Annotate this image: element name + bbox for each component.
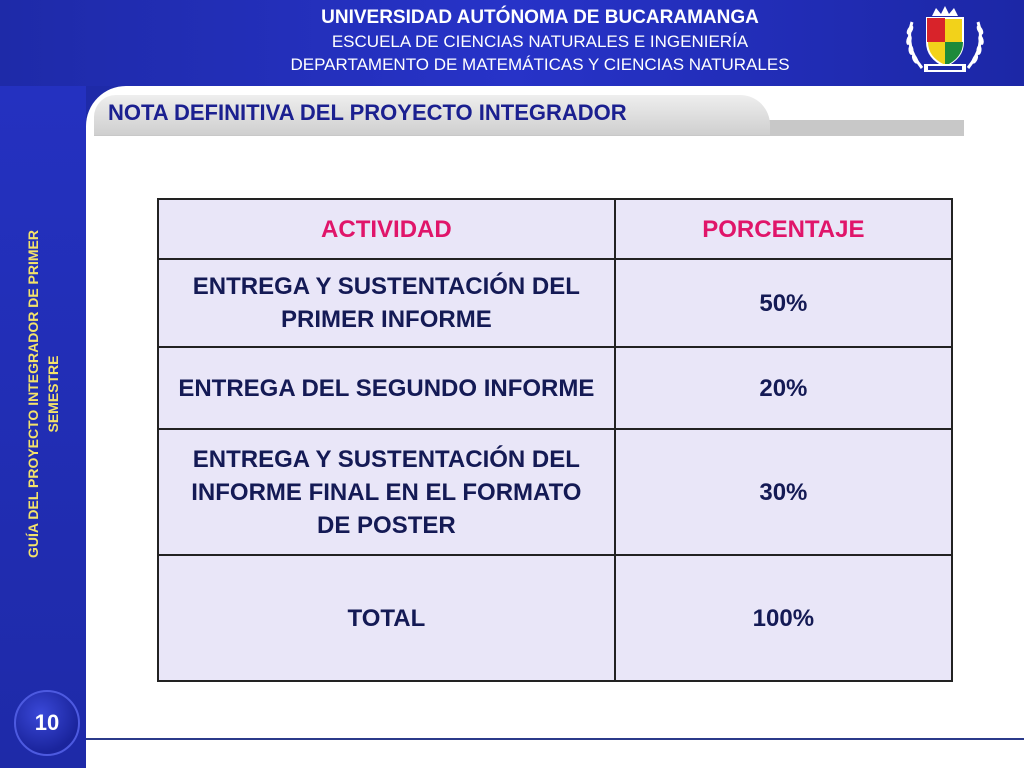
sidebar-vertical-text [23, 184, 63, 604]
school-name: ESCUELA DE CIENCIAS NATURALES E INGENIERÍA [331, 32, 749, 51]
table-row [158, 429, 952, 555]
activity-cell: ENTREGA DEL SEGUNDO INFORME [158, 347, 615, 429]
slide-title: NOTA DEFINITIVA DEL PROYECTO INTEGRADOR [108, 100, 627, 125]
header-activity: ACTIVIDAD [158, 199, 615, 259]
university-name: UNIVERSIDAD AUTÓNOMA DE BUCARAMANGA [321, 7, 759, 28]
page-number: 10 [34, 710, 60, 735]
table-row-total [158, 555, 952, 681]
total-percentage-cell: 100% [615, 555, 952, 681]
sidebar-vertical-line1: GUÍA DEL PROYECTO INTEGRADOR DE PRIMER [25, 230, 41, 558]
percentage-cell: 30% [615, 429, 952, 555]
percentage-cell: 50% [615, 259, 952, 347]
table-row [158, 259, 952, 347]
bottom-divider [86, 738, 1024, 740]
university-logo [900, 2, 990, 82]
table-row [158, 347, 952, 429]
table-header-row [158, 199, 952, 259]
department-name: DEPARTAMENTO DE MATEMÁTICAS Y CIENCIAS NATURALES [290, 55, 790, 74]
activity-cell: ENTREGA Y SUSTENTACIÓN DEL INFORME FINAL EN EL FORMATO DE POSTER [158, 429, 615, 555]
total-label-cell: TOTAL [158, 555, 615, 681]
page-number-badge [14, 690, 80, 756]
header-text [200, 6, 880, 76]
activity-cell: ENTREGA Y SUSTENTACIÓN DEL PRIMER INFORME [158, 259, 615, 347]
sidebar-vertical-line2: SEMESTRE [45, 355, 61, 433]
grade-table [157, 198, 953, 682]
header-band [0, 0, 1024, 86]
header-percentage: PORCENTAJE [615, 199, 952, 259]
percentage-cell: 20% [615, 347, 952, 429]
